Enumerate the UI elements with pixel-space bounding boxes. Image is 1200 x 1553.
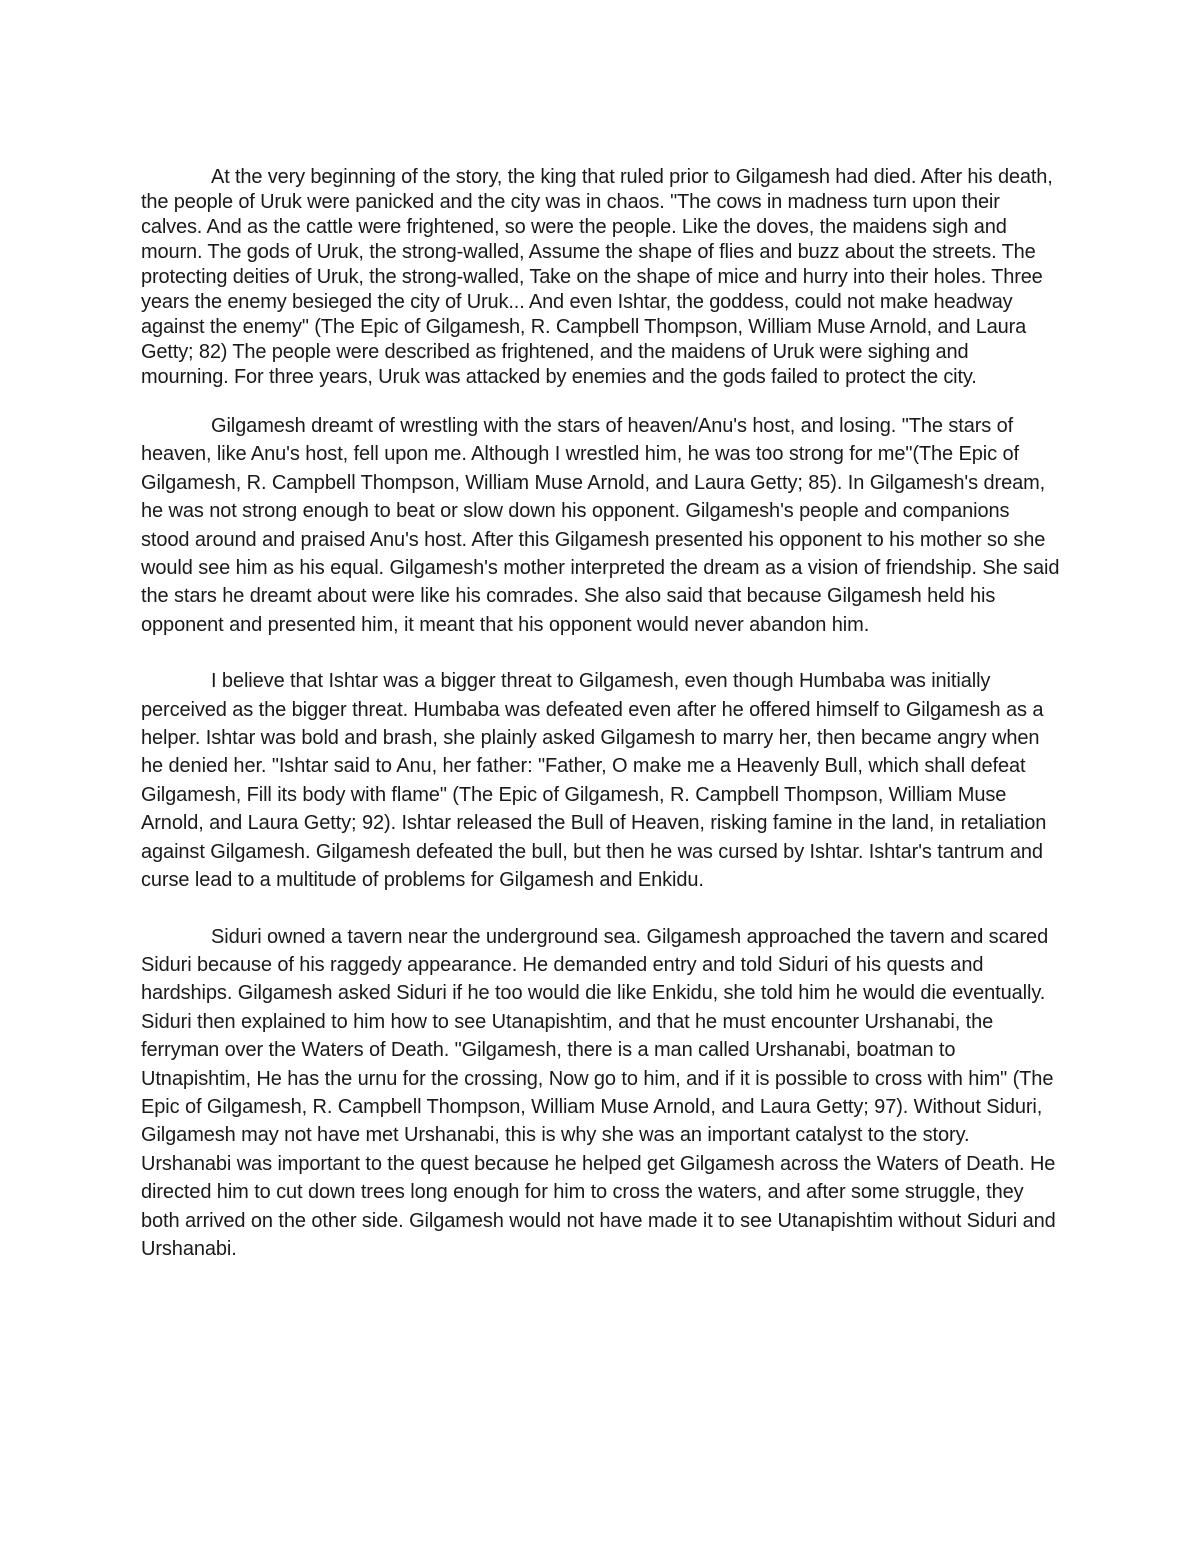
paragraph-3: I believe that Ishtar was a bigger threat to Gilgamesh, even though Humbaba was initially perceived as the bigger threat. Humbaba was defeated even after he offered himself to Gilgamesh as a helper. Ishtar was bold and brash, she plainly asked Gilgamesh to marry her, then became angry when he denied her. "Ishtar said to Anu, her father: "Father, O make me a Heavenly Bull, which shall defeat Gilgamesh, Fill its body with flame" (The Epic of Gilgamesh, R. Campbell Thompson, William Muse Arnold, and Laura Getty; 92). Ishtar released the Bull of Heaven, risking famine in the land, in retaliation against Gilgamesh. Gilgamesh defeated the bull, but then he was cursed by Ishtar. Ishtar's tantrum and curse lead to a multitude of problems for Gilgamesh and Enkidu. <box>141 670 1047 892</box>
document-body <box>141 165 1061 1263</box>
paragraph-1: At the very beginning of the story, the king that ruled prior to Gilgamesh had died. After his death, the people of Uruk were panicked and the city was in chaos. "The cows in madness turn upon their calves. And as the cattle were frightened, so were the people. Like the doves, the maidens sigh and mourn. The gods of Uruk, the strong-walled, Assume the shape of flies and buzz about the streets. The protecting deities of Uruk, the strong-walled, Take on the shape of mice and hurry into their holes. Three years the enemy besieged the city of Uruk... And even Ishtar, the goddess, could not make headway against the enemy" (The Epic of Gilgamesh, R. Campbell Thompson, William Muse Arnold, and Laura Getty; 82) The people were described as frightened, and the maidens of Uruk were sighing and mourning. For three years, Uruk was attacked by enemies and the gods failed to protect the city. <box>141 166 1053 388</box>
paragraph-4: Siduri owned a tavern near the underground sea. Gilgamesh approached the tavern and scared Siduri because of his raggedy appearance. He demanded entry and told Siduri of his quests and hardships. Gilgamesh asked Siduri if he too would die like Enkidu, she told him he would die eventually. Siduri then explained to him how to see Utanapishtim, and that he must encounter Urshanabi, the ferryman over the Waters of Death. "Gilgamesh, there is a man called Urshanabi, boatman to Utnapishtim, He has the urnu for the crossing, Now go to him, and if it is possible to cross with him" (The Epic of Gilgamesh, R. Campbell Thompson, William Muse Arnold, and Laura Getty; 97). Without Siduri, Gilgamesh may not have met Urshanabi, this is why she was an important catalyst to the story. Urshanabi was important to the quest because he helped get Gilgamesh across the Waters of Death. He directed him to cut down trees long enough for him to cross the waters, and after some struggle, they both arrived on the other side. Gilgamesh would not have made it to see Utanapishtim without Siduri and Urshanabi. <box>141 925 1056 1260</box>
paragraph-2: Gilgamesh dreamt of wrestling with the stars of heaven/Anu's host, and losing. "The stars of heaven, like Anu's host, fell upon me. Although I wrestled him, he was too strong for me"(The Epic of Gilgamesh, R. Campbell Thompson, William Muse Arnold, and Laura Getty; 85). In Gilgamesh's dream, he was not strong enough to beat or slow down his opponent. Gilgamesh's people and companions stood around and praised Anu's host. After this Gilgamesh presented his opponent to his mother so she would see him as his equal. Gilgamesh's mother interpreted the dream as a vision of friendship. She said the stars he dreamt about were like his comrades. She also said that because Gilgamesh held his opponent and presented him, it meant that his opponent would never abandon him. <box>141 415 1060 636</box>
